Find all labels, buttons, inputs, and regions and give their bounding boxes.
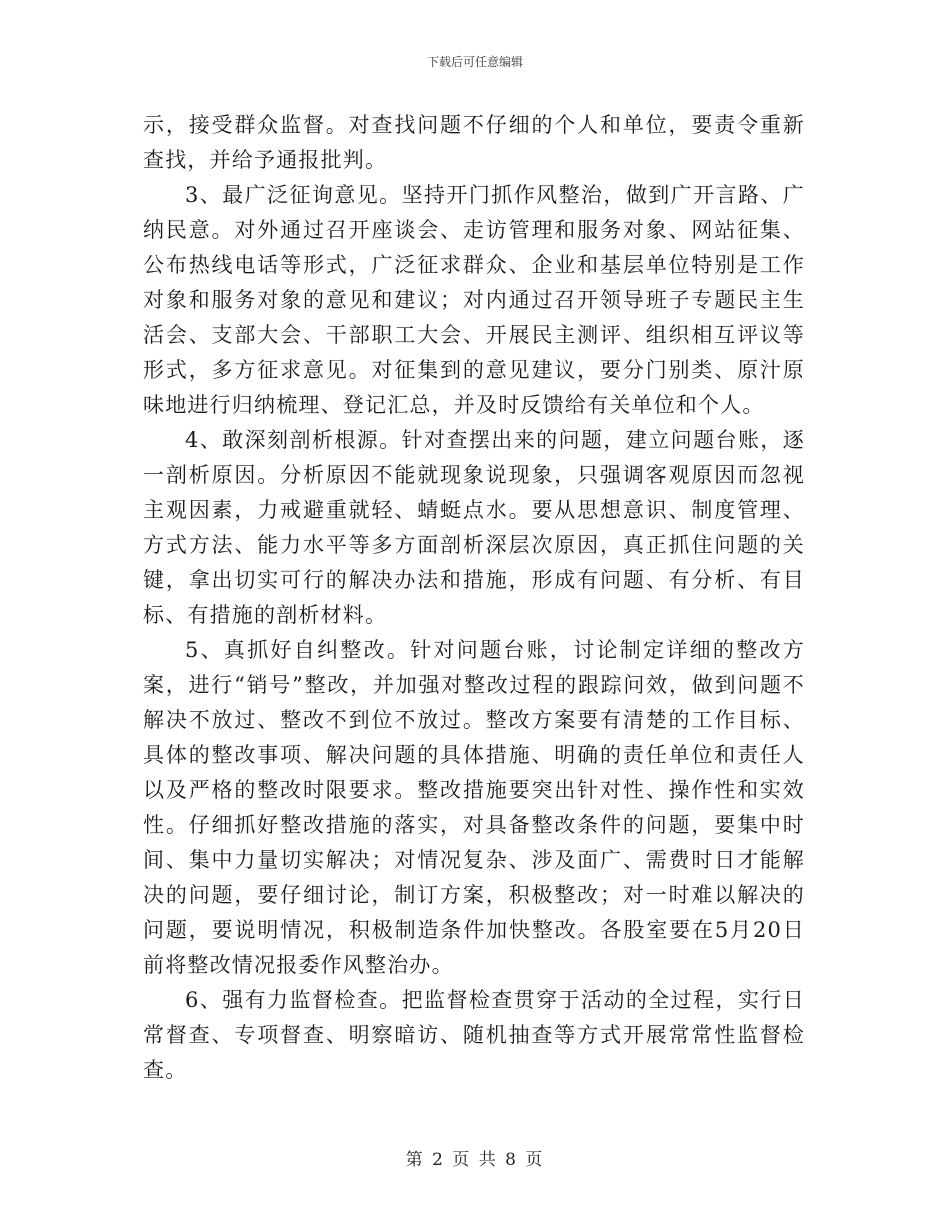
paragraph-continuation: 示，接受群众监督。对查找问题不仔细的个人和单位，要责令重新查找，并给予通报批判。 (143, 113, 805, 172)
paragraph-item-5: 5、真抓好自纠整改。针对问题台账，讨论制定详细的整改方案，进行“销号”整改，并加强对整改过程的跟踪问效，做到问题不解决不放过、整改不到位不放过。整改方案要有清楚的工作目标、具体的整改事项、解决问题的具体措施、明确的责任单位和责任人以及严格的整改时限要求。整改措施要突出针对性、操作性和实效性。仔细抓好整改措施的落实，对具备整改条件的问题，要集中时间、集中力量切实解决；对情况复杂、涉及面广、需费时日才能解决的问题，要仔细讨论，制订方案，积极整改；对一时难以解决的问题，要说明情况，积极制造条件加快整改。各股室要在5月20日前将整改情况报委作风整治办。 (143, 638, 805, 977)
page-number: 第 2 页 共 8 页 (405, 1150, 545, 1170)
paragraph-item-3: 3、最广泛征询意见。坚持开门抓作风整治，做到广开言路、广纳民意。对外通过召开座谈会、走访管理和服务对象、网站征集、公布热线电话等形式，广泛征求群众、企业和基层单位特别是工作对象和服务对象的意见和建议；对内通过召开领导班子专题民主生活会、支部大会、干部职工大会、开展民主测评、组织相互评议等形式，多方征求意见。对征集到的意见建议，要分门别类、原汁原味地进行归纳梳理、登记汇总，并及时反馈给有关单位和个人。 (143, 183, 805, 417)
paragraph-item-6: 6、强有力监督检查。把监督检查贯穿于活动的全过程，实行日常督查、专项督查、明察暗访、随机抽查等方式开展常常性监督检查。 (143, 988, 805, 1082)
page-header: 下载后可任意编辑 (426, 55, 523, 69)
document-body (143, 108, 805, 1088)
paragraph-item-4: 4、敢深刻剖析根源。针对查摆出来的问题，建立问题台账，逐一剖析原因。分析原因不能就现象说现象，只强调客观原因而忽视主观因素，力戒避重就轻、蜻蜓点水。要从思想意识、制度管理、方式方法、能力水平等多方面剖析深层次原因，真正抓住问题的关键，拿出切实可行的解决办法和措施，形成有问题、有分析、有目标、有措施的剖析材料。 (143, 428, 805, 627)
